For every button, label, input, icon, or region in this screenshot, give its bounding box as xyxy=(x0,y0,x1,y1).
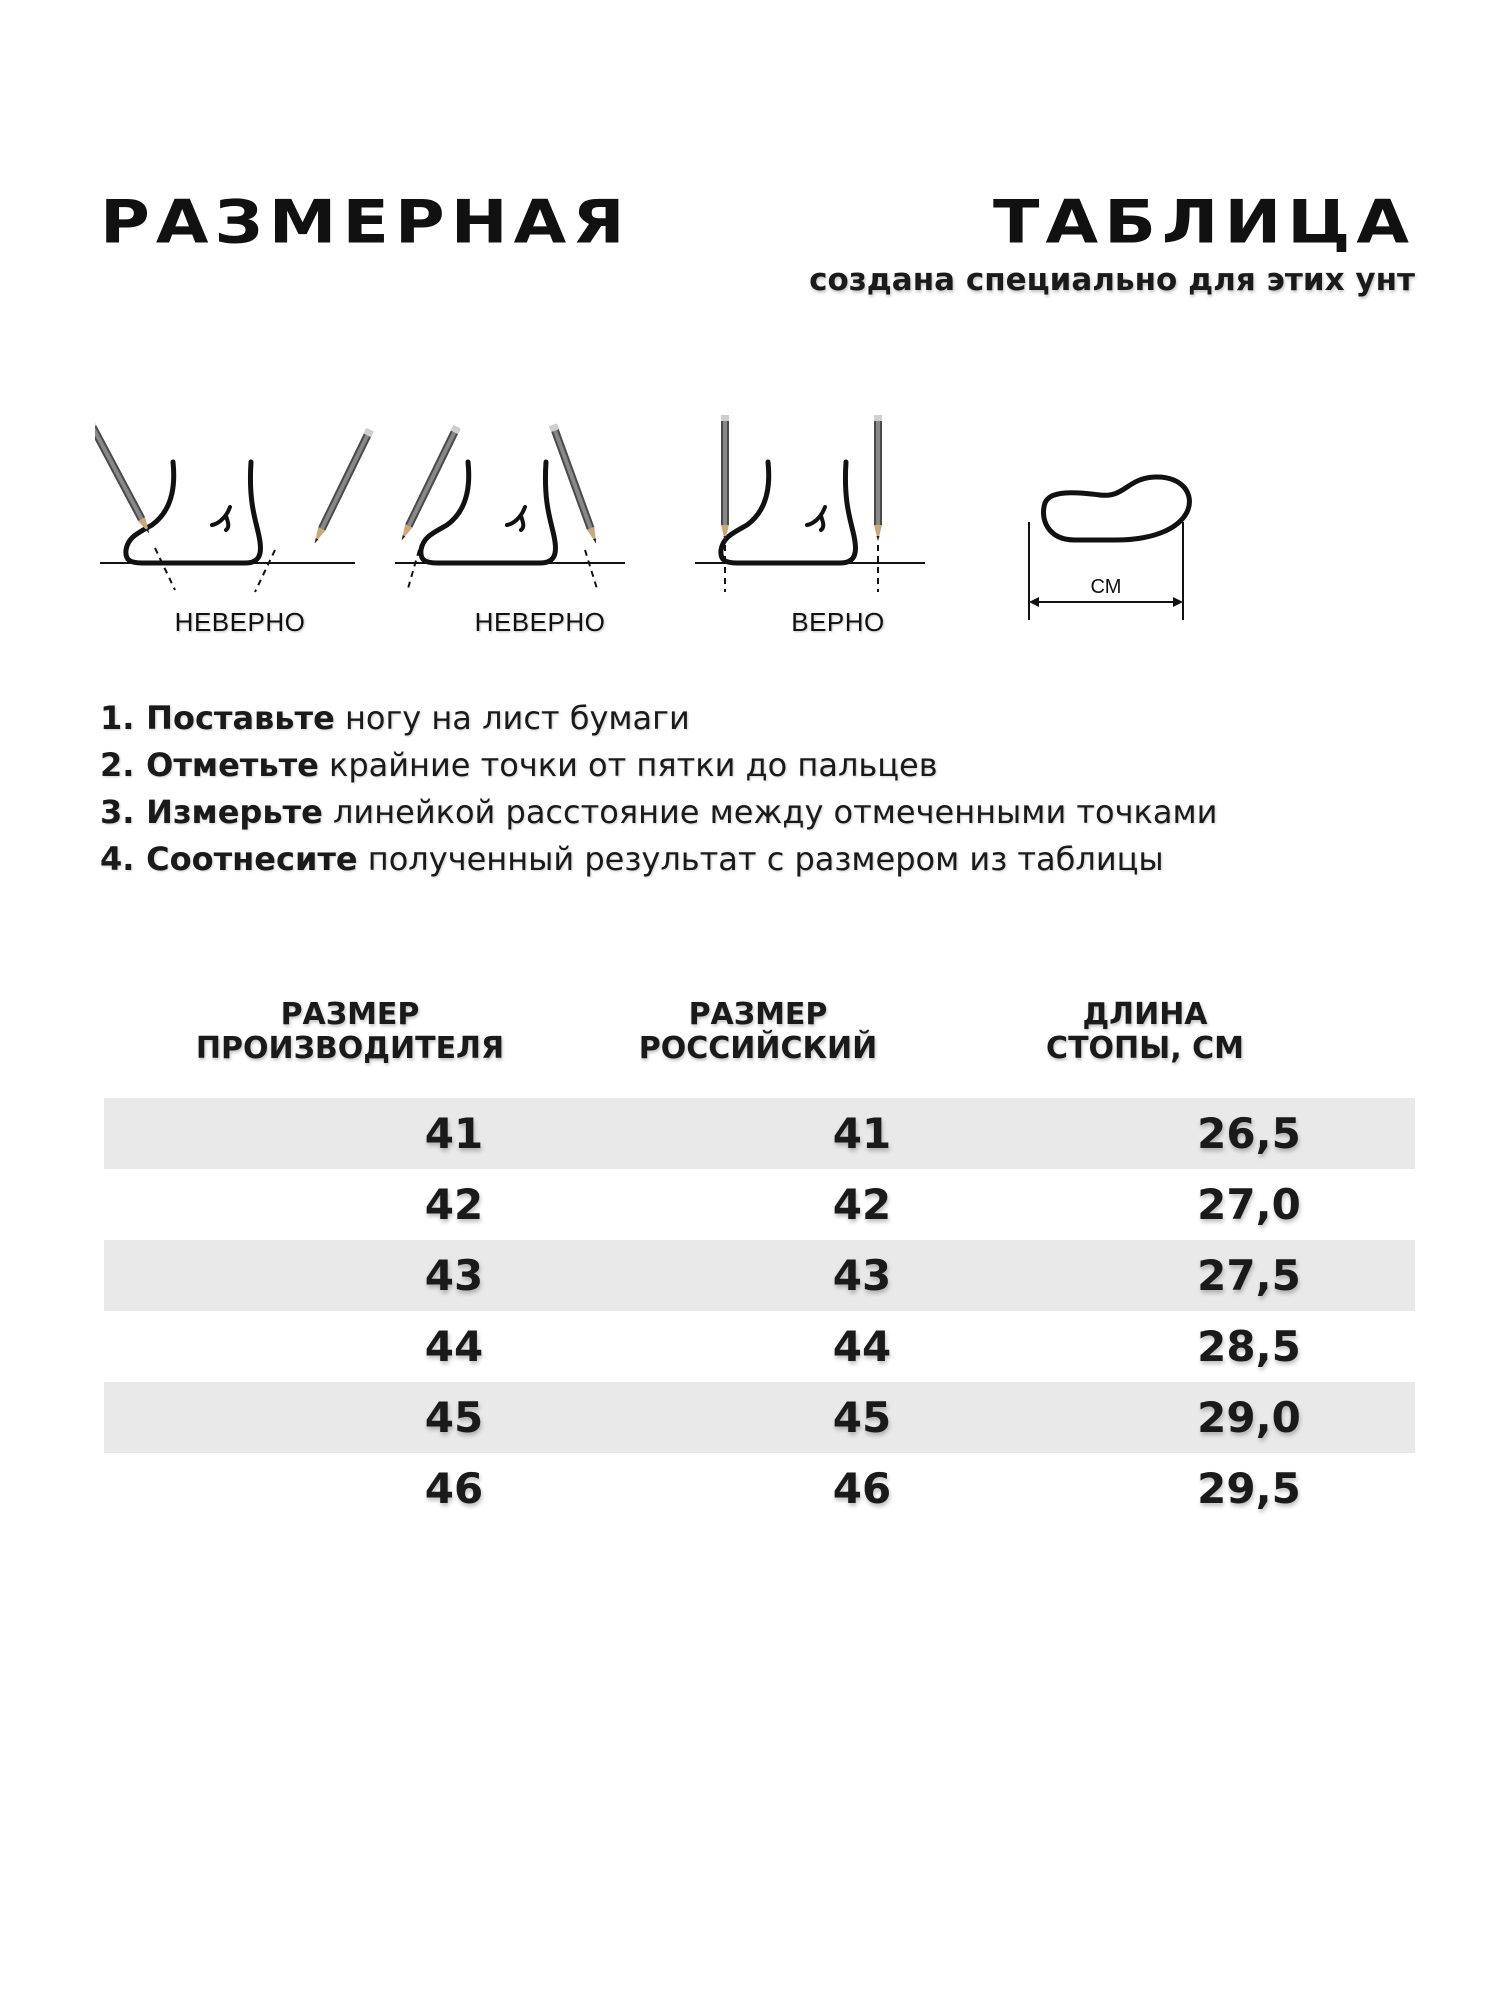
column-header-line: СТОПЫ, СМ xyxy=(1046,1031,1244,1066)
step-verb: Соотнесите xyxy=(146,840,358,878)
table-cell: 46 xyxy=(832,1464,892,1513)
step-number: 4. xyxy=(100,840,135,878)
table-cell: 43 xyxy=(832,1251,892,1300)
table-cell: 42 xyxy=(424,1180,484,1229)
pencil-icon xyxy=(95,420,153,535)
table-cell: 43 xyxy=(424,1251,484,1300)
instruction-step xyxy=(100,789,1217,836)
table-cell: 44 xyxy=(832,1322,892,1371)
page-subtitle: создана специально для этих унт xyxy=(809,262,1415,298)
column-header-line: РАЗМЕР xyxy=(688,997,828,1032)
foot-icon xyxy=(695,415,925,592)
instruction-step xyxy=(100,695,1217,742)
step-verb: Поставьте xyxy=(146,699,335,737)
table-row xyxy=(104,1240,1415,1311)
size-table xyxy=(104,1098,1415,1524)
pencil-icon xyxy=(549,424,600,545)
column-header-line: ДЛИНА xyxy=(1082,997,1208,1032)
table-cell: 28,5 xyxy=(1197,1322,1301,1371)
table-cell: 27,0 xyxy=(1197,1180,1301,1229)
step-number: 3. xyxy=(100,793,135,831)
column-header-manufacturer-size xyxy=(150,998,550,1066)
step-number: 1. xyxy=(100,699,135,737)
step-verb: Отметьте xyxy=(146,746,319,784)
column-header-line: РОССИЙСКИЙ xyxy=(638,1031,878,1066)
table-row xyxy=(104,1453,1415,1524)
column-header-line: ПРОИЗВОДИТЕЛЯ xyxy=(195,1031,505,1066)
instructions-list xyxy=(100,695,1217,883)
step-text: крайние точки от пятки до пальцев xyxy=(328,746,938,784)
measure-arrow-icon xyxy=(1029,597,1183,607)
table-row xyxy=(104,1169,1415,1240)
table-cell: 45 xyxy=(424,1393,484,1442)
table-cell: 27,5 xyxy=(1197,1251,1301,1300)
table-cell: 46 xyxy=(424,1464,484,1513)
table-row xyxy=(104,1098,1415,1169)
step-number: 2. xyxy=(100,746,135,784)
step-verb: Измерьте xyxy=(146,793,323,831)
table-cell: 29,0 xyxy=(1197,1393,1301,1442)
pencil-icon xyxy=(721,415,729,541)
figure-label-correct: ВЕРНО xyxy=(791,607,885,637)
column-header-foot-length xyxy=(945,998,1345,1066)
table-row xyxy=(104,1382,1415,1453)
page-title: РАЗМЕРНАЯ ТАБЛИЦА xyxy=(100,188,1415,258)
pencil-icon xyxy=(311,428,373,545)
table-cell: 26,5 xyxy=(1197,1109,1301,1158)
step-text: ногу на лист бумаги xyxy=(344,699,690,737)
step-text: линейкой расстояние между отмеченными точками xyxy=(332,793,1218,831)
table-cell: 29,5 xyxy=(1197,1464,1301,1513)
instruction-step xyxy=(100,742,1217,789)
table-cell: 45 xyxy=(832,1393,892,1442)
figure-label-wrong-2: НЕВЕРНО xyxy=(474,607,606,637)
step-text: полученный результат с размером из таблицы xyxy=(367,840,1164,878)
table-cell: 42 xyxy=(832,1180,892,1229)
measure-unit-label: СМ xyxy=(1090,576,1122,598)
table-cell: 41 xyxy=(424,1109,484,1158)
pencil-icon xyxy=(874,415,882,541)
foot-icon xyxy=(95,420,374,592)
figure-label-wrong-1: НЕВЕРНО xyxy=(174,607,306,637)
column-header-line: РАЗМЕР xyxy=(280,997,420,1032)
table-cell: 44 xyxy=(424,1322,484,1371)
footprint-icon xyxy=(1029,477,1189,620)
table-row xyxy=(104,1311,1415,1382)
foot-icon xyxy=(395,424,625,592)
table-cell: 41 xyxy=(832,1109,892,1158)
column-header-russian-size xyxy=(558,998,958,1066)
instruction-step xyxy=(100,836,1217,883)
table-header xyxy=(0,998,1500,1078)
